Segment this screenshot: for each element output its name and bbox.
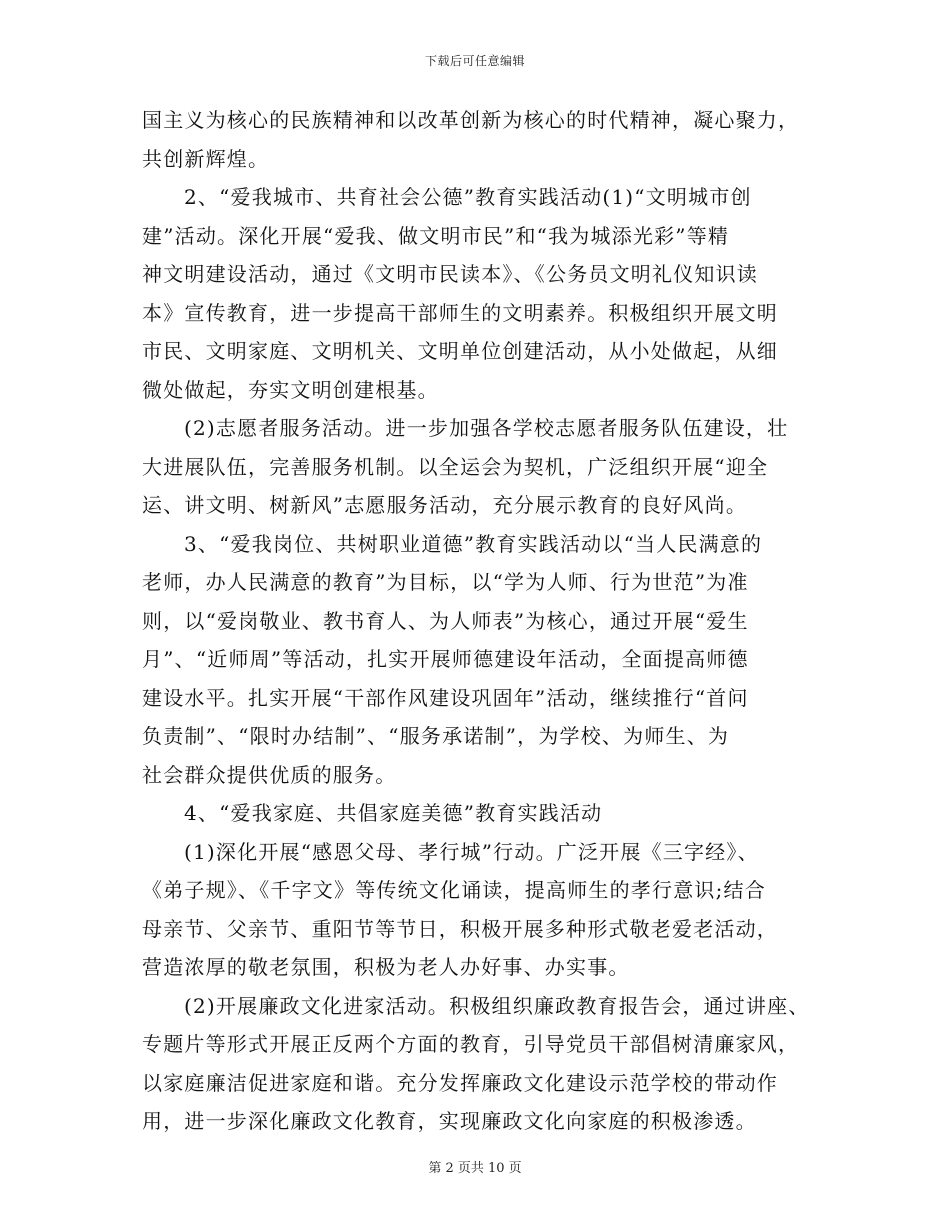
text-line: 运、讲文明、树新风”志愿服务活动，充分展示教育的良好风尚。: [142, 493, 748, 517]
text-line: (2)开展廉政文化进家活动。积极组织廉政教育报告会，通过讲座、: [184, 993, 810, 1018]
text-line: 用，进一步深化廉政文化教育，实现廉政文化向家庭的积极渗透。: [142, 1109, 757, 1133]
text-line: (2)志愿者服务活动。进一步加强各学校志愿者服务队伍建设，壮: [184, 416, 789, 440]
text-line: 市民、文明家庭、文明机关、文明单位创建活动，从小处做起，从细: [142, 339, 778, 363]
text-line: 负责制”、“限时办结制”、“服务承诺制”，为学校、为师生、为: [142, 724, 730, 748]
text-line: 专题片等形式开展正反两个方面的教育，引导党员干部倡树清廉家风，: [142, 1032, 800, 1056]
text-line: 本》宣传教育，进一步提高干部师生的文明素养。积极组织开展文明: [142, 300, 778, 325]
text-line: 神文明建设活动，通过《文明市民读本》、《公务员文明礼仪知识读: [142, 262, 758, 286]
text-line: 建”活动。深化开展“爱我、做文明市民”和“我为城添光彩”等精: [142, 223, 730, 248]
text-line: 营造浓厚的敬老氛围，积极为老人办好事、办实事。: [142, 955, 630, 979]
document-body: [142, 101, 812, 1141]
text-line: 共创新辉煌。: [142, 146, 270, 171]
text-line: 月”、“近师周”等活动，扎实开展师德建设年活动，全面提高师德: [142, 647, 749, 671]
text-line: 老师，办人民满意的教育”为目标，以“学为人师、行为世范”为准: [142, 570, 749, 594]
text-line: 母亲节、父亲节、重阳节等节日，积极开展多种形式敬老爱老活动，: [142, 916, 778, 941]
text-line: 大进展队伍，完善服务机制。以全运会为契机，广泛组织开展“迎全: [142, 454, 769, 479]
text-line: 则，以“爱岗敬业、教书育人、为人师表”为核心，通过开展“爱生: [142, 608, 749, 633]
text-line: 微处做起，夯实文明创建根基。: [142, 377, 439, 402]
text-line: 2、“爱我城市、共育社会公德”教育实践活动(1)“文明城市创: [184, 185, 752, 209]
text-line: 《弟子规》、《千字文》等传统文化诵读，提高师生的孝行意识;结合: [142, 878, 766, 902]
text-line: 4、“爱我家庭、共倡家庭美德”教育实践活动: [184, 801, 603, 825]
page-header: 下载后可任意编辑: [424, 54, 525, 68]
text-line: 以家庭廉洁促进家庭和谐。充分发挥廉政文化建设示范学校的带动作: [142, 1070, 778, 1095]
text-line: 社会群众提供优质的服务。: [142, 762, 397, 787]
text-line: 3、“爱我岗位、共树职业道德”教育实践活动以“当人民满意的: [184, 531, 763, 556]
text-line: 国主义为核心的民族精神和以改革创新为核心的时代精神，凝心聚力，: [142, 108, 800, 132]
text-line: (1)深化开展“感恩父母、孝行城”行动。广泛开展《三字经》、: [184, 839, 759, 864]
page-footer: 第 2 页共 10 页: [428, 1161, 522, 1176]
text-line: 建设水平。扎实开展“干部作风建设巩固年”活动，继续推行“首问: [142, 685, 749, 710]
